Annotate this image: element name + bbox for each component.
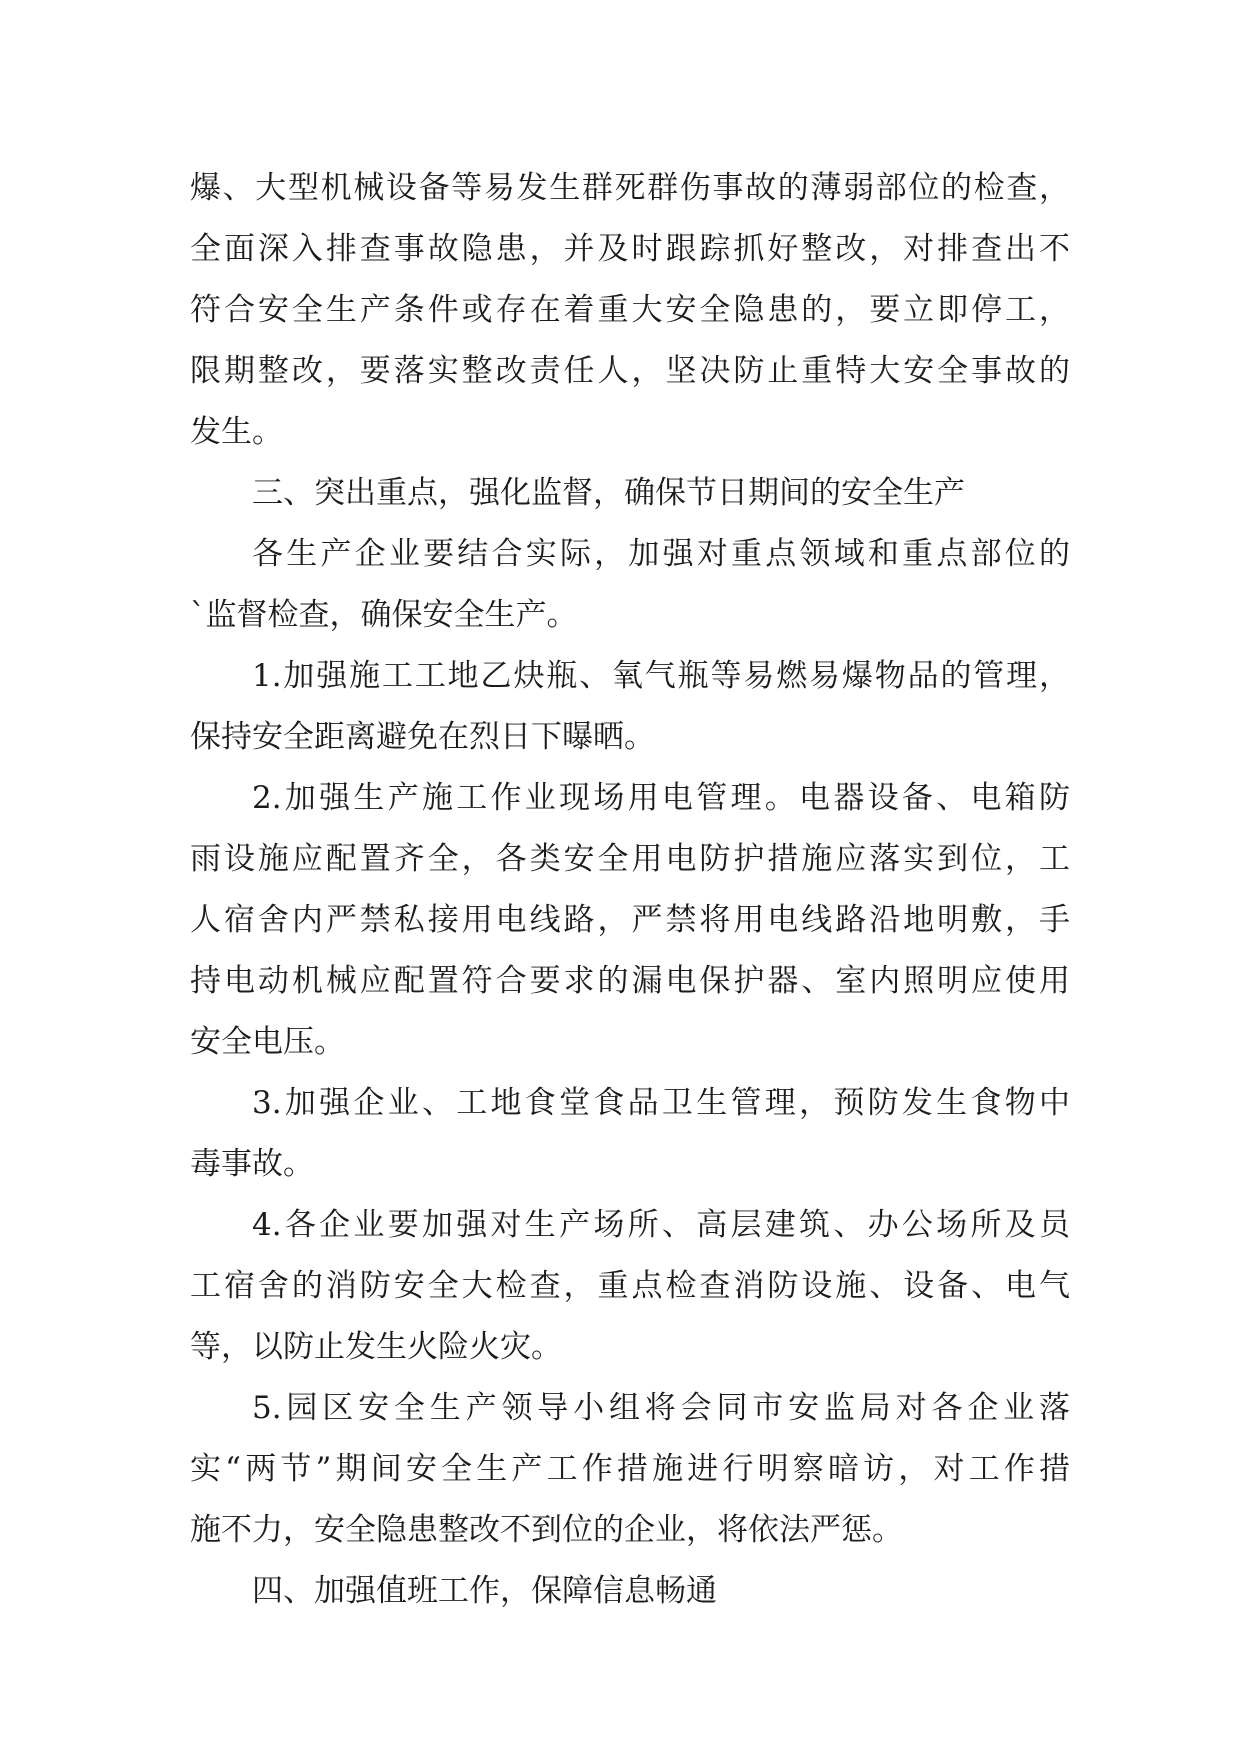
text-line: 人宿舍内严禁私接用电线路，严禁将用电线路沿地明敷，手 <box>190 902 1070 938</box>
text-line: 1.加强施工工地乙炔瓶、氧气瓶等易燃易爆物品的管理， <box>252 658 1070 694</box>
text-line: 全面深入排查事故隐患，并及时跟踪抓好整改，对排查出不 <box>190 231 1070 267</box>
text-line: 三、突出重点，强化监督，确保节日期间的安全生产 <box>252 475 965 511</box>
text-line: 施不力，安全隐患整改不到位的企业，将依法严惩。 <box>190 1512 903 1548</box>
text-line: 发生。 <box>190 414 283 450</box>
text-line: 毒事故。 <box>190 1146 314 1182</box>
text-line: 3.加强企业、工地食堂食品卫生管理，预防发生食物中 <box>252 1085 1070 1121</box>
text-line: 安全电压。 <box>190 1024 345 1060</box>
text-line: 4.各企业要加强对生产场所、高层建筑、办公场所及员 <box>252 1207 1070 1243</box>
text-line: 各生产企业要结合实际，加强对重点领域和重点部位的 <box>252 536 1070 572</box>
document-body <box>190 158 1070 1622</box>
text-line: 保持安全距离避免在烈日下曝晒。 <box>190 719 655 755</box>
text-line: 四、加强值班工作，保障信息畅通 <box>252 1573 717 1609</box>
text-line: 2.加强生产施工作业现场用电管理。电器设备、电箱防 <box>252 780 1070 816</box>
text-line: 工宿舍的消防安全大检查，重点检查消防设施、设备、电气 <box>190 1268 1070 1304</box>
text-line: 实“两节”期间安全生产工作措施进行明察暗访，对工作措 <box>190 1451 1070 1487</box>
text-line: 雨设施应配置齐全，各类安全用电防护措施应落实到位，工 <box>190 841 1070 877</box>
text-line: 等，以防止发生火险火灾。 <box>190 1329 562 1365</box>
text-line: 符合安全生产条件或存在着重大安全隐患的，要立即停工， <box>190 292 1070 328</box>
text-line: 爆、大型机械设备等易发生群死群伤事故的薄弱部位的检查， <box>190 170 1070 206</box>
text-line: 5.园区安全生产领导小组将会同市安监局对各企业落 <box>252 1390 1070 1426</box>
text-line: 持电动机械应配置符合要求的漏电保护器、室内照明应使用 <box>190 963 1070 999</box>
text-line: 限期整改，要落实整改责任人，坚决防止重特大安全事故的 <box>190 353 1070 389</box>
text-line: `监督检查，确保安全生产。 <box>190 597 578 633</box>
